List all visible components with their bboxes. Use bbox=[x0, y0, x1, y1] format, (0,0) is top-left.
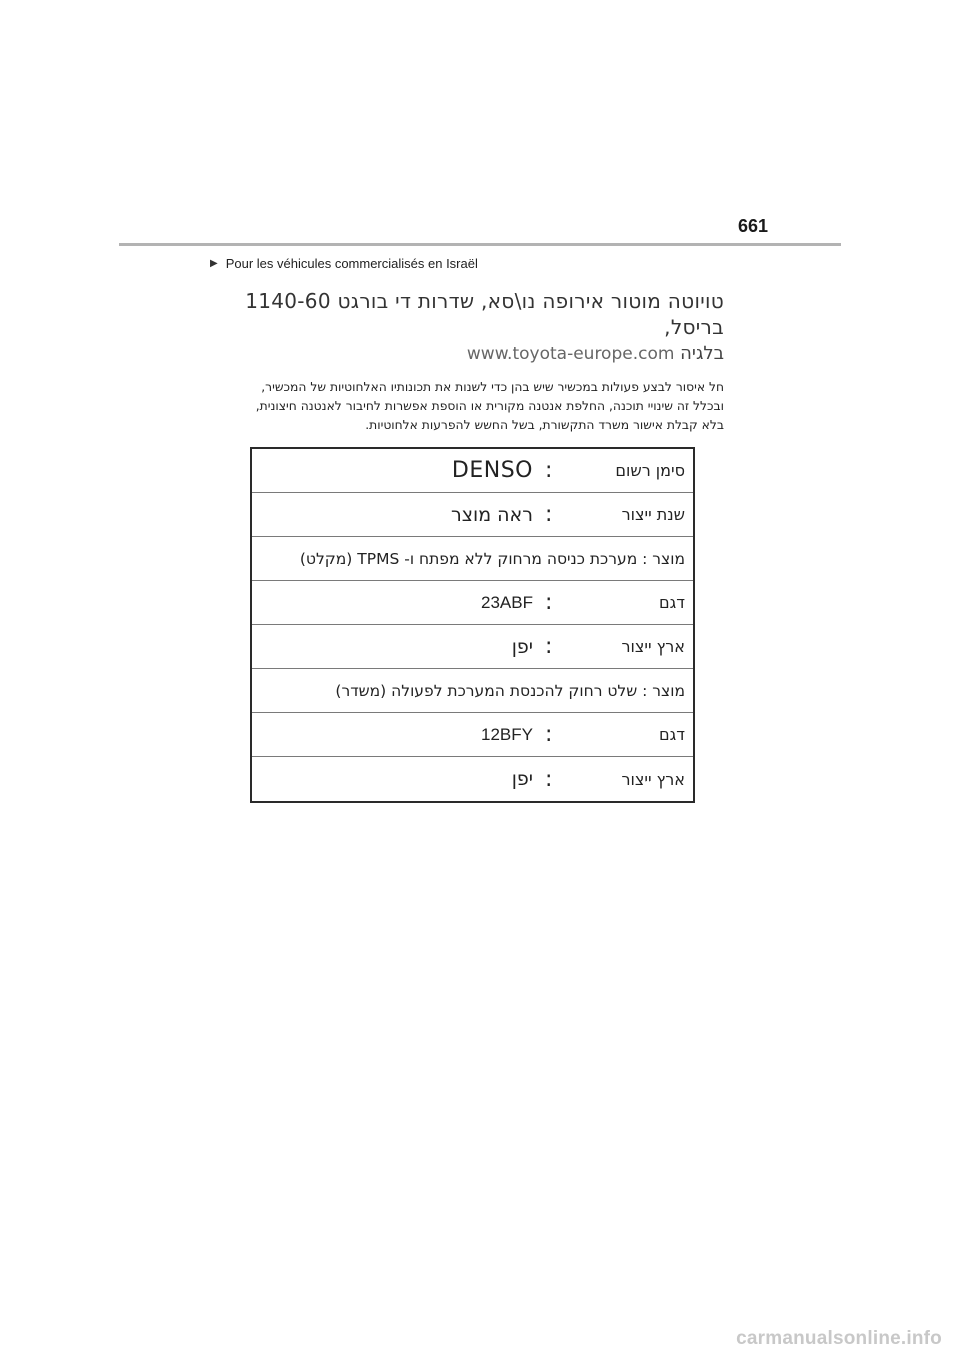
row-value: ראה מוצר bbox=[451, 503, 533, 526]
section-title: Pour les véhicules commercialisés en Israël bbox=[225, 256, 478, 271]
table-row bbox=[252, 713, 693, 757]
certificate-table bbox=[250, 447, 695, 803]
colon-separator: : bbox=[545, 766, 553, 792]
section-heading bbox=[210, 256, 478, 271]
manufacturer-address: טויוטה מוטור אירופה נו\סא, שדרות די בורגט 1140-60 בריסל, bbox=[245, 289, 724, 339]
website-url[interactable]: www.toyota-europe.com bbox=[466, 344, 675, 364]
row-label: סימן רשום bbox=[615, 461, 685, 480]
row-product-description: מוצר : מערכת כניסה מרחוק ללא מפתח ו- TPMS (מקלט) bbox=[299, 549, 685, 568]
header-rule bbox=[119, 243, 841, 246]
israel-insert bbox=[234, 288, 724, 435]
colon-separator: : bbox=[545, 590, 553, 615]
table-row bbox=[252, 757, 693, 801]
row-label: שנת ייצור bbox=[621, 505, 685, 524]
colon-separator: : bbox=[545, 502, 553, 527]
row-product-description: מוצר : שלט רחוק להכנסת המערכת לפעולה (משדר) bbox=[335, 681, 685, 700]
row-value: 12BFY bbox=[481, 724, 533, 744]
table-row bbox=[252, 581, 693, 625]
triangle-right-icon: ▶ bbox=[210, 258, 218, 269]
row-value: יפן bbox=[511, 635, 533, 658]
row-value: יפן bbox=[511, 768, 533, 790]
table-row bbox=[252, 493, 693, 537]
colon-separator: : bbox=[545, 458, 553, 483]
row-label: ארץ ייצור bbox=[621, 769, 685, 789]
row-label: דגם bbox=[659, 593, 685, 612]
colon-separator: : bbox=[545, 722, 553, 747]
row-value: 23ABF bbox=[481, 592, 533, 612]
row-label: ארץ ייצור bbox=[621, 637, 685, 656]
page-number: 661 bbox=[738, 216, 769, 236]
colon-separator: : bbox=[545, 634, 553, 659]
row-label: דגם bbox=[659, 725, 685, 744]
table-row bbox=[252, 449, 693, 493]
country-label: בלגיה bbox=[680, 343, 724, 364]
url-line bbox=[234, 342, 724, 366]
table-row bbox=[252, 669, 693, 713]
row-value: DENSO bbox=[451, 458, 533, 483]
site-watermark: carmanualsonline.info bbox=[736, 1328, 942, 1349]
table-row bbox=[252, 625, 693, 669]
regulatory-notice: חל איסור לבצע פעולות במכשיר שיש בהן כדי לשנות את תכונותיו האלחוטיות של המכשיר, ובכלל זה שינויי תוכנה, החלפת אנטנה מקורית או הוספת אפשרות לחיבור לאנטנה חיצונית, בלא קבלת אישור משרד התקשורת, בשל החשש להפרעות אלחוטיות. bbox=[255, 380, 724, 432]
table-row bbox=[252, 537, 693, 581]
